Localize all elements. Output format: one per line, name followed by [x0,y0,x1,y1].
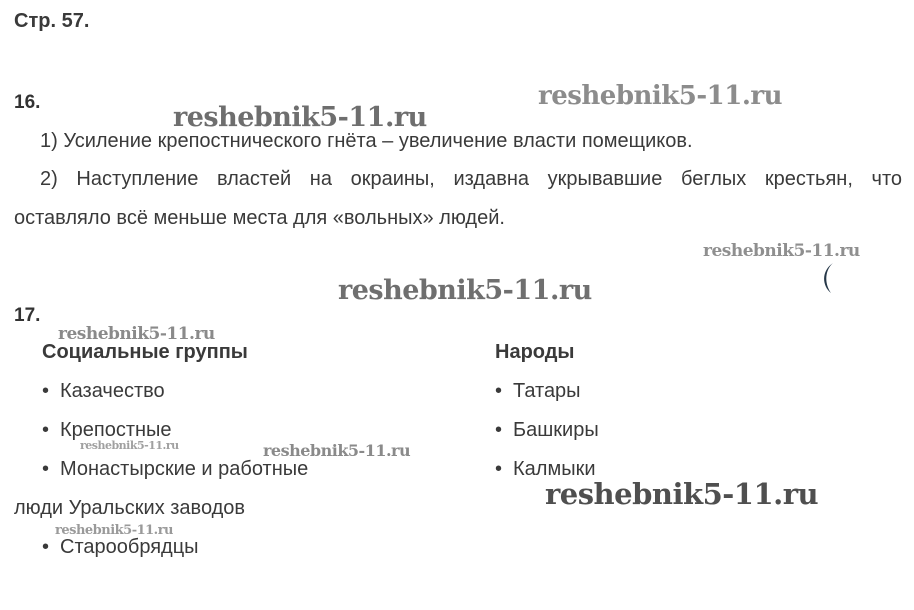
watermark-site-url: reshebnik5-11.ru [338,275,592,306]
page-title: Стр. 57. [14,10,90,32]
list-item [495,418,599,443]
list-item-text: Крепостные [60,419,172,441]
watermark-site-url: reshebnik5-11.ru [703,241,860,261]
watermark-site-url: reshebnik5-11.ru [538,81,783,111]
list-item [42,379,165,404]
column-heading-peoples: Народы [495,341,575,363]
watermark-site-url: reshebnik5-11.ru [173,102,427,133]
crescent-mark-icon [820,263,836,293]
watermark-site-url: reshebnik5-11.ru [55,523,174,538]
list-item-text: люди Уральских заводов [14,497,246,519]
list-item-text: Монастырские и работные [60,458,309,480]
task-17-number: 17. [14,305,41,326]
task-16-number: 16. [14,92,41,113]
list-item [42,535,199,560]
watermark-site-url: reshebnik5-11.ru [545,477,819,511]
list-item-text: Татары [513,380,581,402]
watermark-site-url: reshebnik5-11.ru [58,324,215,344]
column-heading-social-groups: Социальные группы [42,341,248,363]
bullet-marker: • [42,380,50,402]
watermark-site-url: reshebnik5-11.ru [263,441,411,460]
list-item [42,418,172,443]
list-item [495,457,596,482]
bullet-marker: • [42,419,50,441]
watermark-site-url: reshebnik5-11.ru [80,439,179,452]
answer-16-line-1: 1) Усиление крепостнического гнёта – увеличение власти помещиков. [40,130,693,152]
list-item-text: Калмыки [513,458,596,480]
answer-16-line-3: оставляло всё меньше места для «вольных» людей. [14,207,505,229]
list-item [495,379,581,404]
bullet-marker: • [42,458,50,480]
bullet-marker: • [42,536,50,558]
bullet-marker: • [495,419,503,441]
bullet-marker: • [495,380,503,402]
list-item-continuation [14,496,245,521]
list-item-text: Башкиры [513,419,599,441]
list-item-text: Казачество [60,380,165,402]
list-item [42,457,308,482]
answer-16-line-2: 2) Наступление властей на окраины, издавна укрывавшие беглых крестьян, что [40,168,902,190]
bullet-marker: • [495,458,503,480]
list-item-text: Старообрядцы [60,536,199,558]
